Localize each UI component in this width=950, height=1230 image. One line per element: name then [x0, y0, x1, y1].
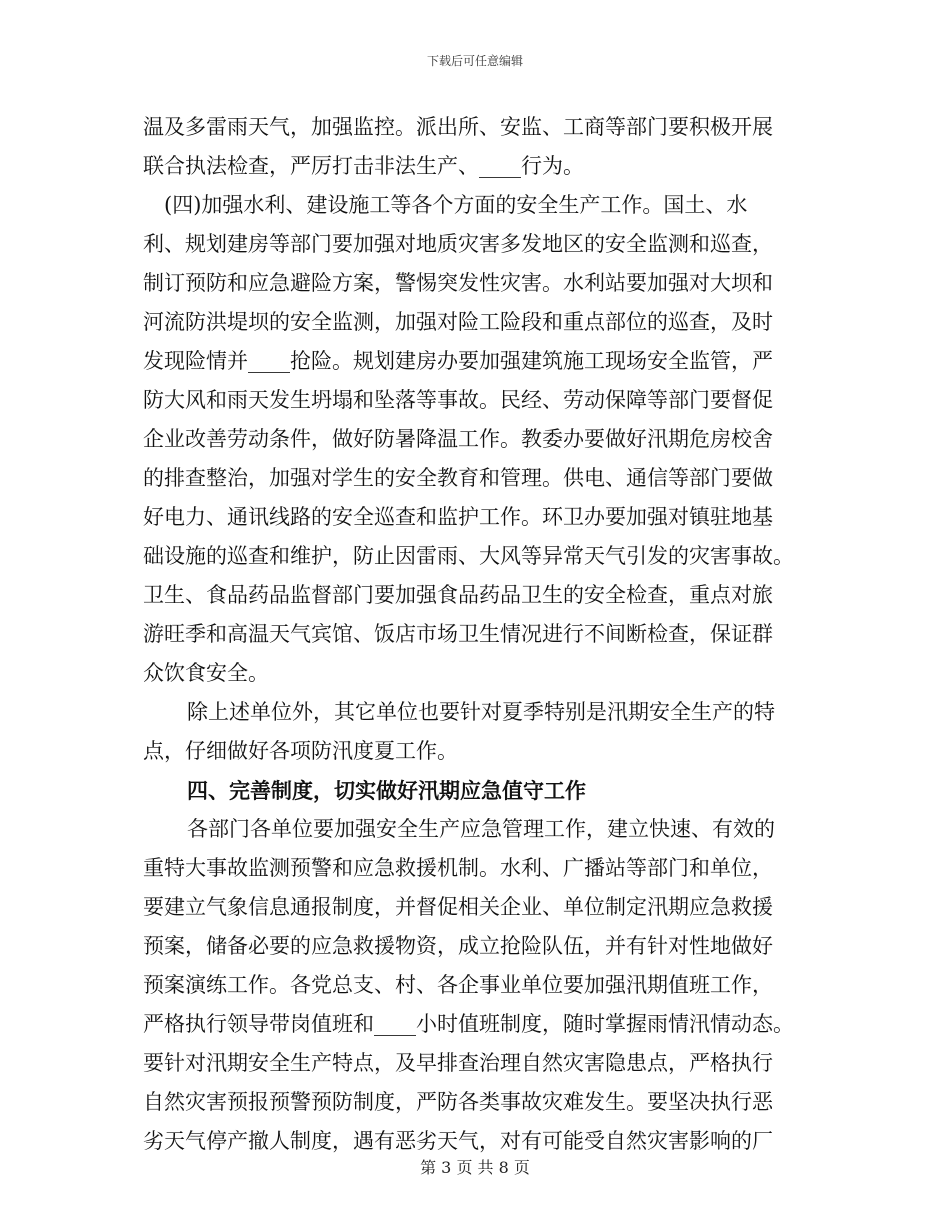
text-line: 重特大事故监测预警和应急救援机制。水利、广播站等部门和单位，	[143, 856, 773, 880]
text-line: 础设施的巡查和维护，防止因雷雨、大风等异常天气引发的灾害事故。	[143, 544, 794, 568]
text-line: 制订预防和应急避险方案，警惕突发性灾害。水利站要加强对大坝和	[143, 271, 773, 295]
text-line: 严格执行领导带岗值班和____小时值班制度，随时掌握雨情汛情动态。	[143, 1012, 794, 1036]
text-line: 的排查整治，加强对学生的安全教育和管理。供电、通信等部门要做	[143, 466, 773, 490]
text-line: 河流防洪堤坝的安全监测，加强对险工险段和重点部位的巡查，及时	[143, 310, 773, 334]
text-line: 游旺季和高温天气宾馆、饭店市场卫生情况进行不间断检查，保证群	[143, 622, 773, 646]
text-line: 自然灾害预报预警预防制度，严防各类事故灾难发生。要坚决执行恶	[143, 1090, 773, 1114]
text-line: 众饮食安全。	[143, 661, 269, 685]
document-body	[143, 108, 815, 1161]
section-heading: 四、完善制度，切实做好汛期应急值守工作	[187, 778, 586, 803]
text-line: 点，仔细做好各项防汛度夏工作。	[143, 739, 458, 763]
paragraph-start-line: 除上述单位外，其它单位也要针对夏季特别是汛期安全生产的特	[187, 700, 775, 724]
text-line: 卫生、食品药品监督部门要加强食品药品卫生的安全检查，重点对旅	[143, 583, 773, 607]
text-line: 预案，储备必要的应急救援物资，成立抢险队伍，并有针对性地做好	[143, 934, 773, 958]
text-line: 利、规划建房等部门要加强对地质灾害多发地区的安全监测和巡查，	[143, 232, 773, 256]
text-line: 防大风和雨天发生坍塌和坠落等事故。民经、劳动保障等部门要督促	[143, 388, 773, 412]
text-line: 要针对汛期安全生产特点，及早排查治理自然灾害隐患点，严格执行	[143, 1051, 773, 1075]
paragraph-start-line: (四)加强水利、建设施工等各个方面的安全生产工作。国土、水	[164, 193, 748, 217]
text-line: 好电力、通讯线路的安全巡查和监护工作。环卫办要加强对镇驻地基	[143, 505, 773, 529]
text-line: 预案演练工作。各党总支、村、各企事业单位要加强汛期值班工作，	[143, 973, 773, 997]
page-header: 下载后可任意编辑	[426, 54, 523, 68]
text-line: 温及多雷雨天气，加强监控。派出所、安监、工商等部门要积极开展	[143, 115, 773, 139]
text-line: 联合执法检查，严厉打击非法生产、____行为。	[143, 154, 584, 178]
text-line: 劣天气停产撤人制度，遇有恶劣天气，对有可能受自然灾害影响的厂	[143, 1129, 773, 1153]
text-line: 企业改善劳动条件，做好防暑降温工作。教委办要做好汛期危房校舍	[143, 427, 773, 451]
paragraph-start-line: 各部门各单位要加强安全生产应急管理工作，建立快速、有效的	[187, 817, 775, 841]
text-line: 发现险情并____抢险。规划建房办要加强建筑施工现场安全监管，严	[143, 349, 773, 373]
page-number: 第 3 页 共 8 页	[420, 1158, 530, 1177]
text-line: 要建立气象信息通报制度，并督促相关企业、单位制定汛期应急救援	[143, 895, 773, 919]
